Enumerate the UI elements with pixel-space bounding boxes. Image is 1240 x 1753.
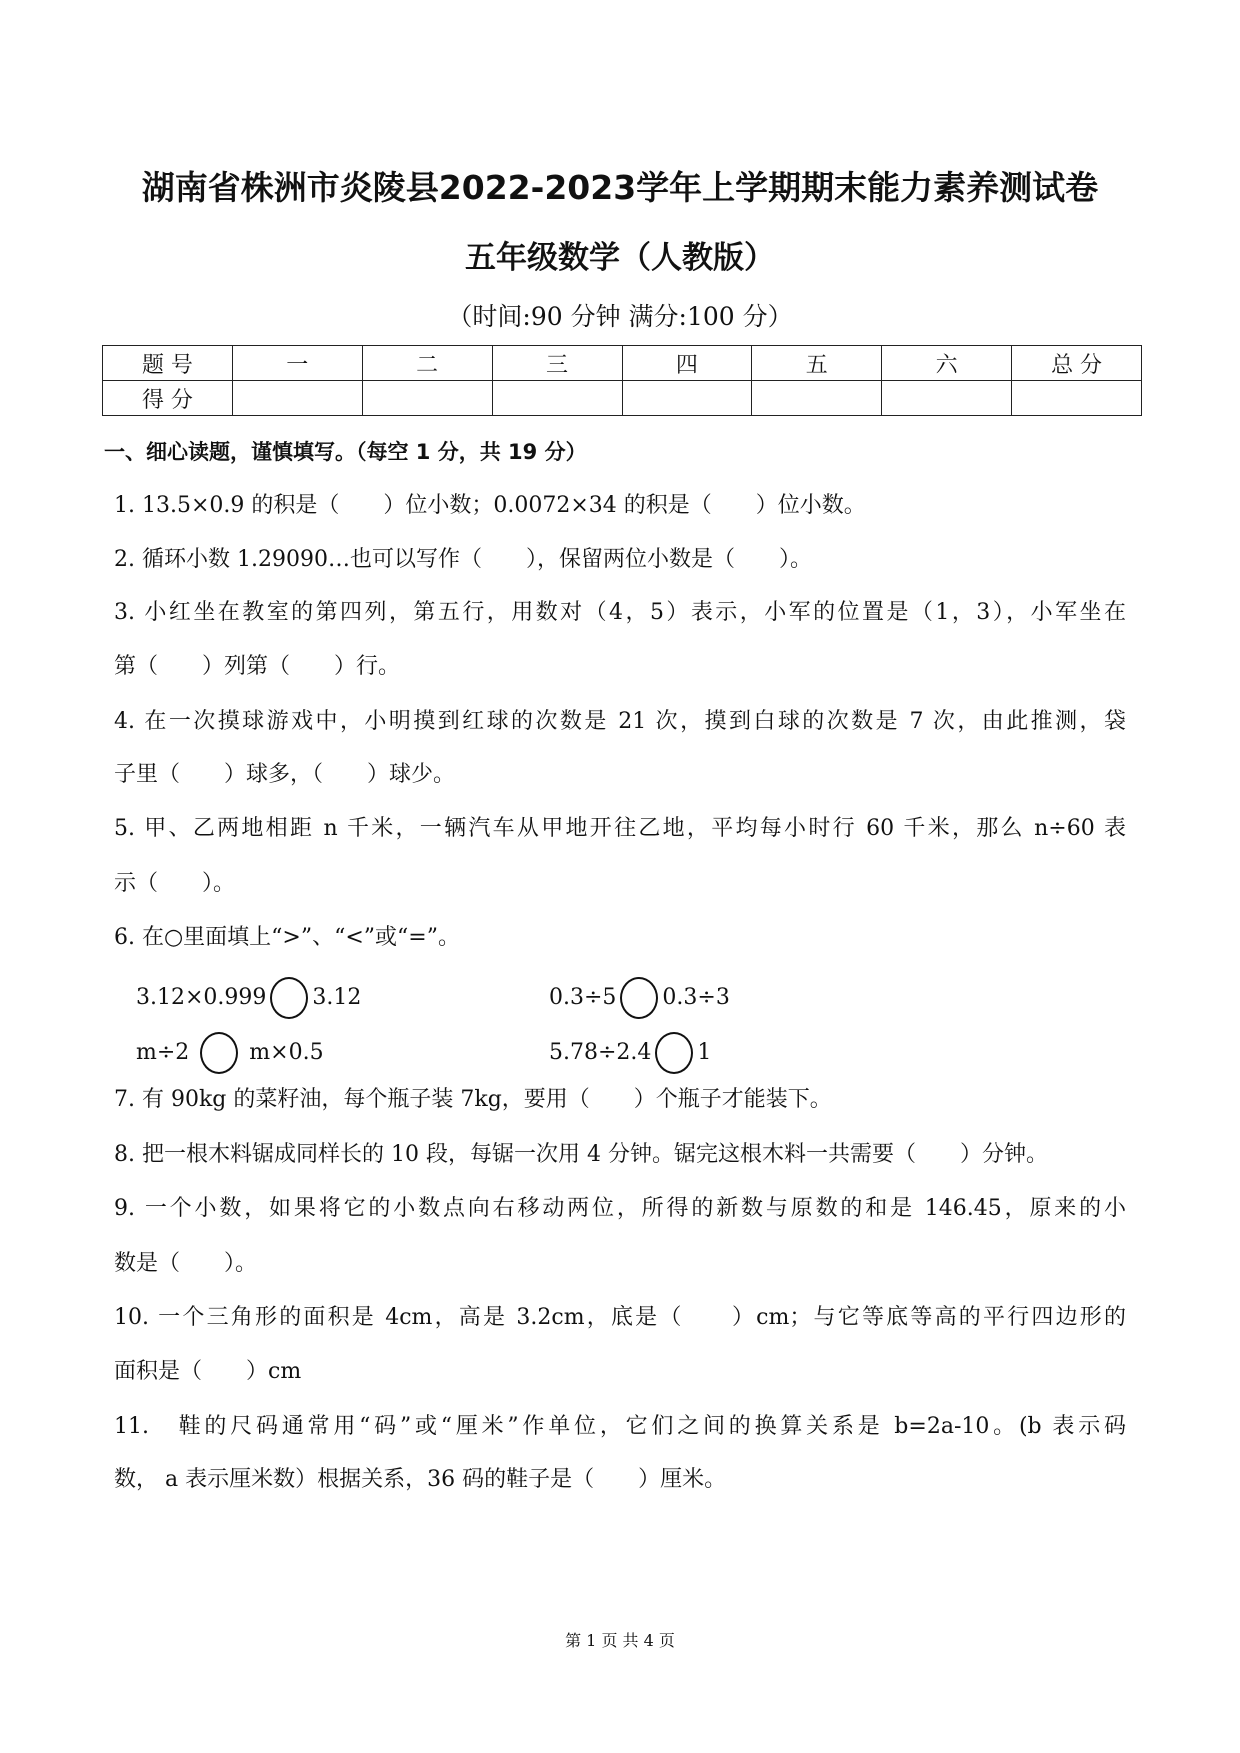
row-header: 得 分 (103, 381, 233, 416)
exam-title: 湖南省株洲市炎陵县2022-2023学年上学期期末能力素养测试卷 (141, 168, 1099, 207)
comparison-right: 3.12 (312, 985, 362, 1010)
comparison-right: 0.3÷3 (662, 985, 730, 1010)
question-line: 6. 在○里面填上“>”、“<”或“=”。 (114, 925, 460, 950)
score-cell (362, 381, 492, 416)
exam-info: （时间:90 分钟 满分:100 分） (447, 302, 793, 331)
question-line: 2. 循环小数 1.29090…也可以写作（ ），保留两位小数是（ ）。 (114, 547, 812, 572)
table-row (103, 381, 1142, 416)
exam-subtitle: 五年级数学（人教版） (465, 240, 775, 276)
answer-circle[interactable] (270, 977, 308, 1019)
answer-circle[interactable] (655, 1032, 693, 1074)
question-line: 示（ ）。 (114, 871, 236, 896)
score-cell (882, 381, 1012, 416)
score-cell (752, 381, 882, 416)
question-line: 9. 一个小数，如果将它的小数点向右移动两位，所得的新数与原数的和是 146.45，原来的小 (114, 1196, 1126, 1221)
column-header: 六 (882, 346, 1012, 381)
score-table (102, 345, 1142, 416)
comparison-left: 3.12×0.999 (136, 985, 267, 1010)
score-cell (492, 381, 622, 416)
comparison-item (549, 977, 730, 1019)
page-footer: 第 1 页 共 4 页 (565, 1631, 675, 1650)
comparison-right: m×0.5 (249, 1040, 324, 1065)
comparison-left: 5.78÷2.4 (549, 1040, 652, 1065)
question-line: 5. 甲、乙两地相距 n 千米，一辆汽车从甲地开往乙地，平均每小时行 60 千米，那么 n÷60 表 (114, 816, 1126, 841)
question-line: 面积是（ ）cm (114, 1359, 302, 1384)
question-line: 11. 鞋的尺码通常用“码”或“厘米”作单位，它们之间的换算关系是 b=2a-10。(b 表示码 (114, 1414, 1126, 1439)
column-header: 五 (752, 346, 882, 381)
score-cell (1012, 381, 1142, 416)
column-header: 总 分 (1012, 346, 1142, 381)
column-header: 三 (492, 346, 622, 381)
comparison-item (549, 1032, 711, 1074)
comparison-right: 1 (697, 1040, 712, 1065)
table-row (103, 346, 1142, 381)
answer-circle[interactable] (620, 977, 658, 1019)
question-line: 3. 小红坐在教室的第四列，第五行，用数对（4，5）表示，小军的位置是（1，3），小军坐在 (114, 600, 1126, 625)
question-line: 7. 有 90kg 的菜籽油，每个瓶子装 7kg，要用（ ）个瓶子才能装下。 (114, 1087, 832, 1112)
column-header: 四 (622, 346, 752, 381)
answer-circle[interactable] (200, 1032, 238, 1074)
score-cell (232, 381, 362, 416)
question-line: 数是（ ）。 (114, 1251, 258, 1276)
comparison-left: m÷2 (136, 1040, 190, 1065)
question-line: 1. 13.5×0.9 的积是（ ）位小数；0.0072×34 的积是（ ）位小数。 (114, 493, 866, 518)
comparison-item (136, 1032, 324, 1074)
comparison-item (136, 977, 361, 1019)
question-line: 10. 一个三角形的面积是 4cm，高是 3.2cm，底是（ ）cm；与它等底等高的平行四边形的 (114, 1305, 1126, 1330)
row-header: 题 号 (103, 346, 233, 381)
question-line: 第（ ）列第（ ）行。 (114, 654, 401, 679)
column-header: 一 (232, 346, 362, 381)
question-line: 8. 把一根木料锯成同样长的 10 段，每锯一次用 4 分钟。锯完这根木料一共需要（ ）分钟。 (114, 1142, 1048, 1167)
question-line: 子里（ ）球多，（ ）球少。 (114, 762, 456, 787)
question-line: 4. 在一次摸球游戏中，小明摸到红球的次数是 21 次，摸到白球的次数是 7 次，由此推测，袋 (114, 709, 1126, 734)
section-heading: 一、细心读题，谨慎填写。（每空 1 分，共 19 分） (104, 440, 587, 464)
column-header: 二 (362, 346, 492, 381)
score-cell (622, 381, 752, 416)
comparison-left: 0.3÷5 (549, 985, 617, 1010)
question-line: 数， a 表示厘米数）根据关系，36 码的鞋子是（ ）厘米。 (114, 1467, 727, 1492)
